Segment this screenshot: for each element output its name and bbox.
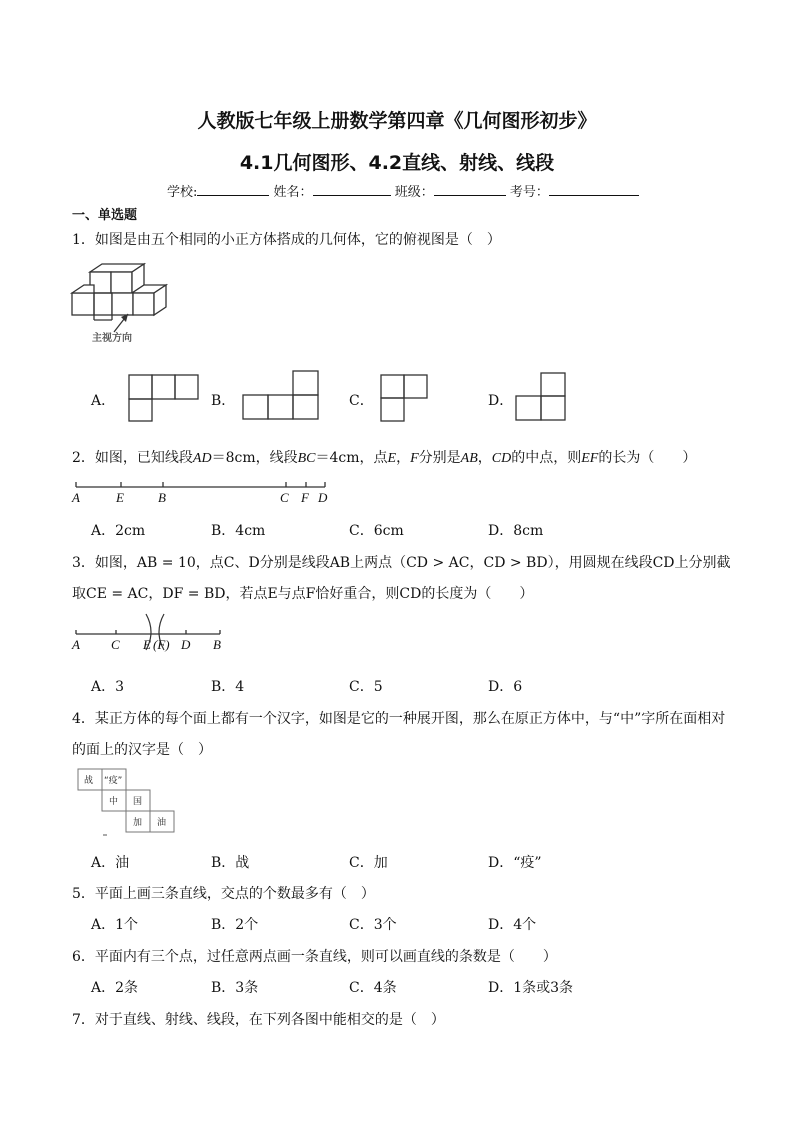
question-text: 平面上画三条直线，交点的个数最多有（ ）: [94, 886, 375, 902]
question-number: 2．: [72, 450, 95, 466]
question-text: 的长为（ ）: [598, 450, 697, 466]
q6-option-d[interactable]: D．1条或3条: [488, 980, 574, 996]
document-title: 人教版七年级上册数学第四章《几何图形初步》: [197, 110, 597, 132]
question-number: 6．: [72, 949, 95, 965]
var-ab: AB: [460, 451, 478, 466]
question-text: 对于直线、射线、线段，在下列各图中能相交的是（ ）: [94, 1012, 445, 1028]
question-text: 平面内有三个点，过任意两点画一条直线，则可以画直线的条数是（ ）: [94, 949, 557, 965]
q1-option-b[interactable]: B．: [211, 393, 236, 409]
question-text: 的中点，则: [511, 450, 582, 466]
q6-option-c[interactable]: C．4条: [349, 980, 397, 996]
exam-no-label: 考号：: [509, 185, 549, 200]
var-e: E: [387, 451, 397, 466]
var-ef: EF: [581, 451, 599, 466]
q5-option-b[interactable]: B．2个: [211, 917, 259, 933]
question-number: 7．: [72, 1012, 95, 1028]
question-1: [72, 229, 501, 249]
question-number: 5．: [72, 886, 95, 902]
q1-option-d-figure: [515, 372, 567, 422]
net-char: 战: [84, 776, 94, 786]
question-text: ，: [396, 450, 411, 466]
section-title: 一、单选题: [72, 208, 138, 223]
var-f: F: [410, 451, 419, 466]
q2-option-b[interactable]: B．4cm: [211, 523, 266, 539]
q6-option-a[interactable]: A．2条: [91, 980, 139, 996]
question-text: 某正方体的每个面上都有一个汉字，如图是它的一种展开图，那么在原正方体中，与“中”字所在面相对: [94, 711, 726, 727]
net-char: “疫”: [104, 776, 123, 786]
school-label: 学校:: [167, 185, 198, 200]
q1-option-b-figure: [242, 370, 320, 420]
net-char: 加: [133, 818, 143, 828]
question-4: [72, 708, 725, 728]
point-label: B: [213, 637, 221, 652]
point-label: C: [111, 637, 120, 652]
q5-option-c[interactable]: C．3个: [349, 917, 397, 933]
q1-option-a-figure: [128, 374, 200, 422]
point-label: B: [158, 490, 166, 505]
question-number: 1．: [72, 232, 95, 248]
point-label: D: [181, 637, 191, 652]
q4-option-c[interactable]: C．加: [349, 855, 388, 871]
question-number: 4．: [72, 711, 95, 727]
point-label: E: [116, 490, 124, 505]
question-text: ，: [477, 450, 492, 466]
point-label: A: [72, 490, 80, 505]
var-bc: BC: [297, 451, 316, 466]
q3-option-d[interactable]: D．6: [488, 679, 523, 695]
q3-option-a[interactable]: A．3: [91, 679, 125, 695]
q2-option-c[interactable]: C．6cm: [349, 523, 404, 539]
point-label: C: [280, 490, 289, 505]
figure-caption: 主视方向: [92, 333, 132, 344]
question-7: [72, 1009, 445, 1029]
info-line: [167, 181, 639, 200]
question-text: ＝8cm，线段: [211, 450, 298, 466]
question-text: ＝4cm，点: [315, 450, 388, 466]
net-char: 油: [157, 818, 167, 828]
q1-option-a[interactable]: A．: [91, 393, 116, 409]
question-text: 如图是由五个相同的小正方体搭成的几何体，它的俯视图是（ ）: [94, 232, 501, 248]
q2-option-a[interactable]: A．2cm: [91, 523, 146, 539]
q4-option-b[interactable]: B．战: [211, 855, 250, 871]
q1-option-d[interactable]: D．: [488, 393, 514, 409]
question-3: [72, 552, 731, 572]
q4-cube-net-figure: [77, 768, 177, 838]
question-text: 如图，AB = 10，点C、D分别是线段AB上两点（CD > AC，CD > BD），用圆规在线段CD上分别截: [94, 555, 731, 571]
q4-option-a[interactable]: A．油: [91, 855, 130, 871]
question-4-line2: 的面上的汉字是（ ）: [72, 742, 212, 758]
point-label: A: [72, 637, 80, 652]
q2-option-d[interactable]: D．8cm: [488, 523, 544, 539]
q1-option-c[interactable]: C．: [349, 393, 374, 409]
var-cd: CD: [491, 451, 512, 466]
question-3-line2: 取CE = AC，DF = BD，若点E与点F恰好重合，则CD的长度为（ ）: [72, 586, 534, 602]
class-blank[interactable]: [434, 182, 506, 196]
q5-option-a[interactable]: A．1个: [91, 917, 139, 933]
document-subtitle: 4.1几何图形、4.2直线、射线、线段: [239, 152, 555, 174]
school-blank[interactable]: [197, 182, 269, 196]
question-5: [72, 883, 375, 903]
q1-option-c-figure: [380, 374, 430, 422]
question-2: [72, 447, 696, 467]
q3-segment-figure: [70, 612, 240, 652]
question-number: 3．: [72, 555, 95, 571]
point-label: F: [301, 490, 309, 505]
q6-option-b[interactable]: B．3条: [211, 980, 259, 996]
point-label: E: [143, 637, 151, 652]
net-char: 中: [109, 797, 119, 807]
q4-option-d[interactable]: D．“疫”: [488, 855, 542, 871]
q5-option-d[interactable]: D．4个: [488, 917, 537, 933]
question-6: [72, 946, 557, 966]
name-blank[interactable]: [313, 182, 391, 196]
class-label: 班级：: [394, 185, 434, 200]
net-char: 国: [133, 797, 143, 807]
name-label: 姓名：: [273, 185, 313, 200]
q3-option-b[interactable]: B．4: [211, 679, 245, 695]
var-ad: AD: [192, 451, 212, 466]
q1-solid-figure: [70, 262, 180, 347]
question-text: 分别是: [418, 450, 461, 466]
q2-segment-figure: [70, 478, 340, 508]
point-label: D: [318, 490, 328, 505]
question-text: 如图，已知线段: [94, 450, 193, 466]
q3-option-c[interactable]: C．5: [349, 679, 383, 695]
point-label: (F): [153, 637, 170, 652]
exam-no-blank[interactable]: [549, 182, 639, 196]
